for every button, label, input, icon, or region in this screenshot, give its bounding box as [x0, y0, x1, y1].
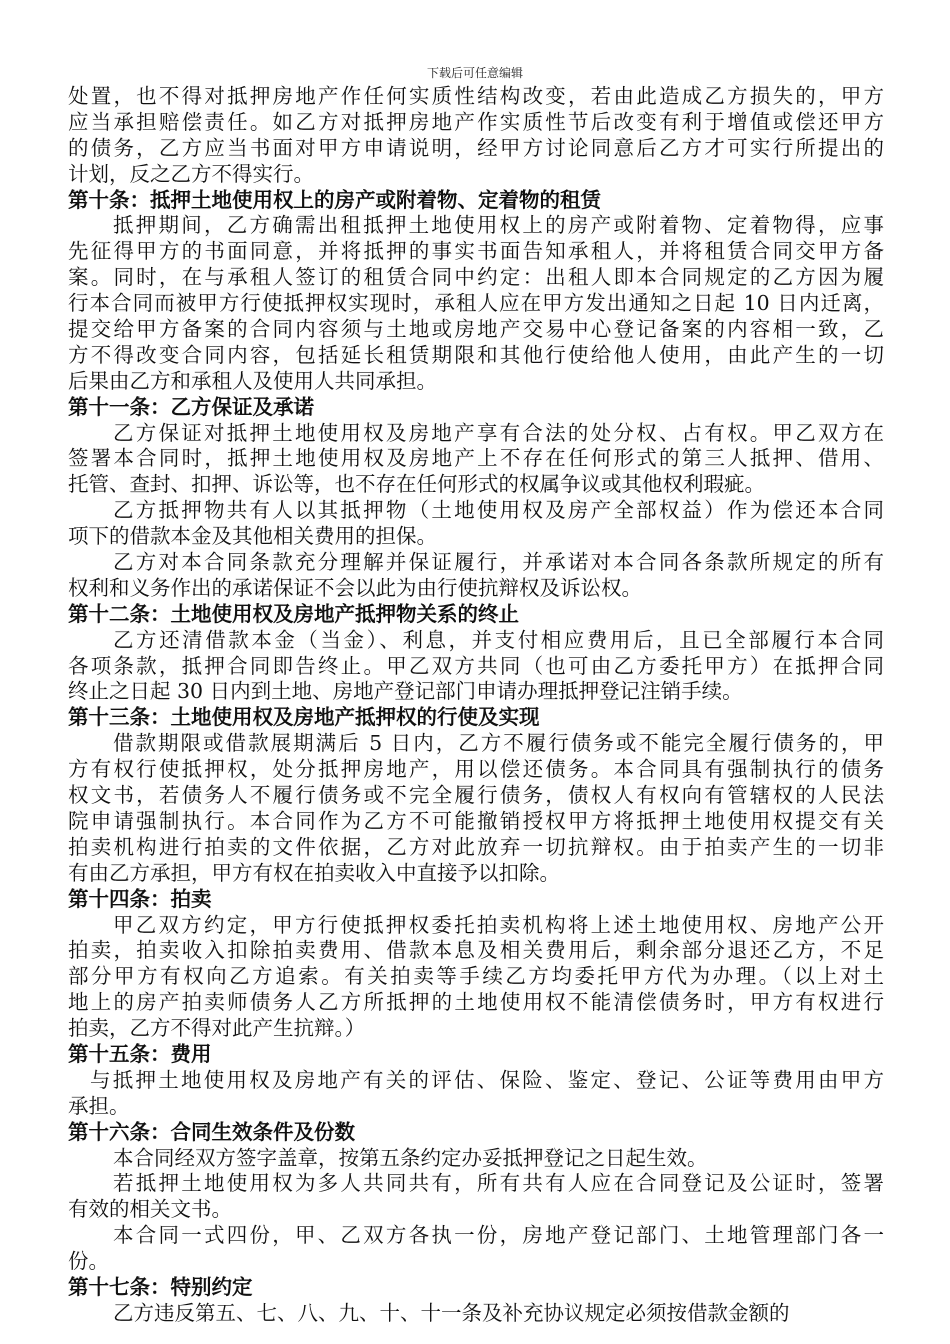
paragraph-line: 应当承担赔偿责任。如乙方对抵押房地产作实质性节后改变有利于增值或偿还甲方	[68, 109, 884, 134]
paragraph-line: 有由乙方承担，甲方有权在拍卖收入中直接予以扣除。	[68, 860, 560, 885]
paragraph-line: 提交给甲方备案的合同内容须与土地或房地产交易中心登记备案的内容相一致，乙	[68, 317, 884, 342]
paragraph-line: 案。同时，在与承租人签订的租赁合同中约定：出租人即本合同规定的乙方因为履	[68, 265, 884, 290]
paragraph-line: 若抵押土地使用权为多人共同共有，所有共有人应在合同登记及公证时，签署	[113, 1171, 884, 1196]
section-heading: 第十四条：拍卖	[68, 886, 212, 911]
paragraph-line: 承担。	[68, 1093, 130, 1118]
paragraph-line: 乙方保证对抵押土地使用权及房地产享有合法的处分权、占有权。甲乙双方在	[113, 420, 884, 445]
paragraph-line: 项下的借款本金及其他相关费用的担保。	[68, 524, 437, 549]
paragraph-line: 的债务，乙方应当书面对甲方申请说明，经甲方讨论同意后乙方才可实行所提出的	[68, 135, 884, 160]
paragraph-line: 与抵押土地使用权及房地产有关的评估、保险、鉴定、登记、公证等费用由甲方	[90, 1067, 884, 1092]
paragraph-line: 本合同一式四份，甲、乙双方各执一份，房地产登记部门、土地管理部门各一	[113, 1223, 884, 1248]
paragraph-line: 处置，也不得对抵押房地产作任何实质性结构改变，若由此造成乙方损失的，甲方	[68, 84, 884, 108]
paragraph-line: 借款期限或借款展期满后 5 日内，乙方不履行债务或不能完全履行债务的，甲	[113, 731, 884, 756]
page-header-note: 下载后可任意编辑	[426, 66, 523, 80]
section-heading: 第十七条：特别约定	[68, 1274, 253, 1299]
paragraph-line: 拍卖，乙方不得对此产生抗辩。）	[68, 1016, 366, 1041]
paragraph-line: 份。	[68, 1249, 109, 1274]
section-heading: 第十三条：土地使用权及房地产抵押权的行使及实现	[68, 705, 540, 730]
paragraph-line: 方不得改变合同内容，包括延长租赁期限和其他行使给他人使用，由此产生的一切	[68, 342, 884, 367]
section-heading: 第十二条：土地使用权及房地产抵押物关系的终止	[68, 601, 519, 626]
paragraph-line: 乙方抵押物共有人以其抵押物（土地使用权及房产全部权益）作为偿还本合同	[113, 498, 884, 523]
document-body	[68, 84, 884, 1327]
paragraph-line: 拍卖机构进行拍卖的文件依据，乙方对此放弃一切抗辩权。由于拍卖产生的一切非	[68, 834, 884, 859]
paragraph-line: 权文书，若债务人不履行债务或不完全履行债务，债权人有权向有管辖权的人民法	[68, 783, 884, 808]
section-heading: 第十一条：乙方保证及承诺	[68, 394, 314, 419]
paragraph-line: 签署本合同时，抵押土地使用权及房地产上不存在任何形式的第三人抵押、借用、	[68, 446, 884, 471]
paragraph-line: 拍卖，拍卖收入扣除拍卖费用、借款本息及相关费用后，剩余部分退还乙方，不足	[68, 938, 884, 963]
paragraph-line: 乙方对本合同条款充分理解并保证履行，并承诺对本合同各条款所规定的所有	[113, 550, 884, 575]
paragraph-line: 权利和义务作出的承诺保证不会以此为由行使抗辩权及诉讼权。	[68, 575, 642, 600]
section-heading: 第十五条：费用	[68, 1041, 212, 1066]
paragraph-line: 院申请强制执行。本合同作为乙方不可能撤销授权甲方将抵押土地使用权提交有关	[68, 808, 884, 833]
paragraph-line: 本合同经双方签字盖章，按第五条约定办妥抵押登记之日起生效。	[113, 1145, 708, 1170]
paragraph-line: 甲乙双方约定，甲方行使抵押权委托拍卖机构将上述土地使用权、房地产公开	[113, 912, 884, 937]
paragraph-line: 有效的相关文书。	[68, 1197, 232, 1222]
paragraph-line: 抵押期间，乙方确需出租抵押土地使用权上的房产或附着物、定着物得，应事	[113, 213, 884, 238]
paragraph-line: 乙方违反第五、七、八、九、十、十一条及补充协议规定必须按借款金额的	[113, 1300, 790, 1325]
paragraph-line: 行本合同而被甲方行使抵押权实现时，承租人应在甲方发出通知之日起 10 日内迁离，	[68, 291, 884, 316]
paragraph-line: 后果由乙方和承租人及使用人共同承担。	[68, 368, 437, 393]
paragraph-line: 乙方还清借款本金（当金）、利息，并支付相应费用后，且已全部履行本合同	[113, 627, 884, 652]
section-heading: 第十六条：合同生效条件及份数	[68, 1119, 355, 1144]
paragraph-line: 各项条款，抵押合同即告终止。甲乙双方共同（也可由乙方委托甲方）在抵押合同	[68, 653, 884, 678]
paragraph-line: 地上的房产拍卖师债务人乙方所抵押的土地使用权不能清偿债务时，甲方有权进行	[68, 990, 884, 1015]
section-heading: 第十条：抵押土地使用权上的房产或附着物、定着物的租赁	[68, 187, 601, 212]
paragraph-line: 方有权行使抵押权，处分抵押房地产，用以偿还债务。本合同具有强制执行的债务	[68, 757, 884, 782]
paragraph-line: 托管、查封、扣押、诉讼等，也不存在任何形式的权属争议或其他权利瑕疵。	[68, 472, 765, 497]
paragraph-line: 计划，反之乙方不得实行。	[68, 161, 314, 186]
paragraph-line: 先征得甲方的书面同意，并将抵押的事实书面告知承租人，并将租赁合同交甲方备	[68, 239, 884, 264]
paragraph-line: 部分甲方有权向乙方追索。有关拍卖等手续乙方均委托甲方代为办理。（以上对土	[68, 964, 884, 989]
paragraph-line: 终止之日起 30 日内到土地、房地产登记部门申请办理抵押登记注销手续。	[68, 679, 743, 704]
